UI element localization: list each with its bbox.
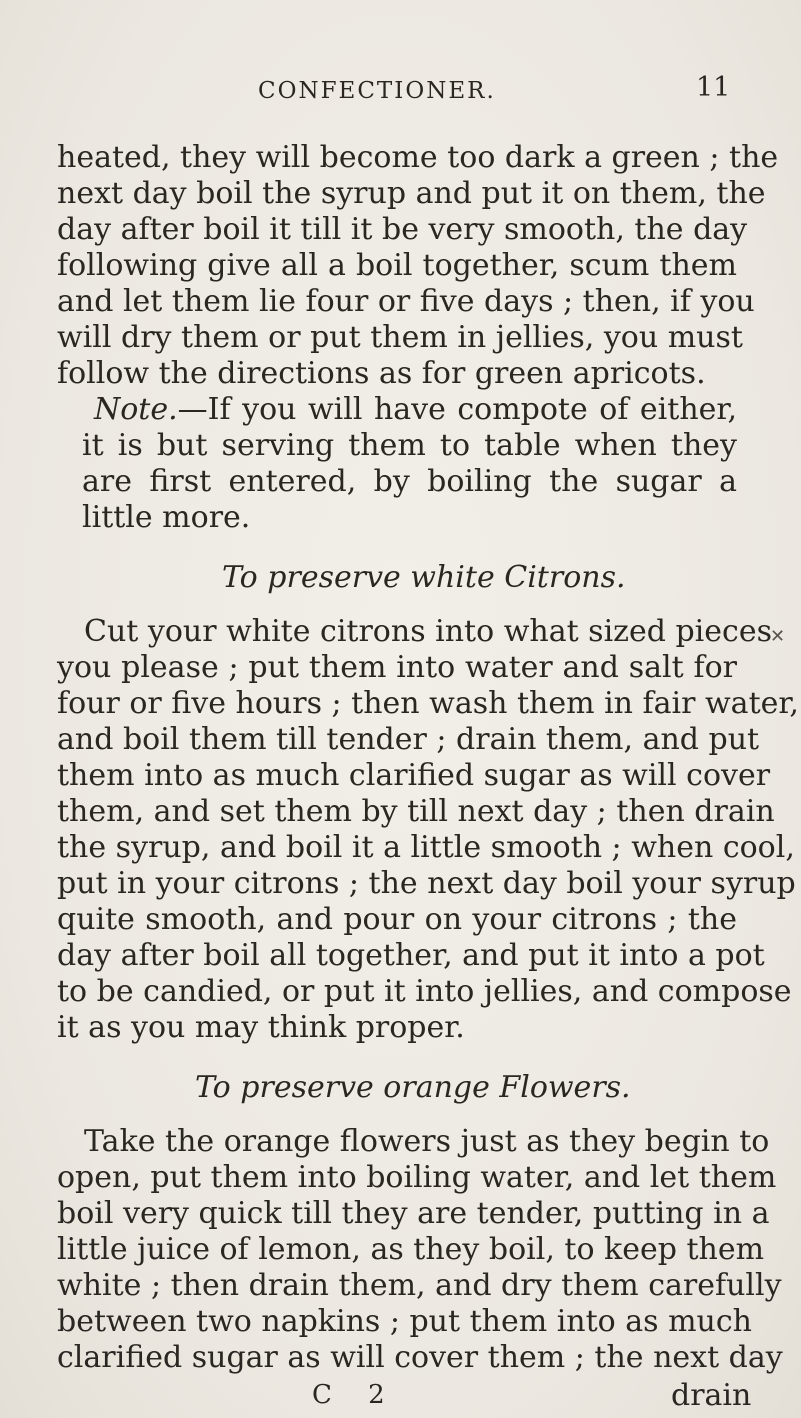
text-line: Cut your white citrons into what sized pieces (84, 614, 772, 649)
note-line: it is but serving them to table when they (82, 428, 737, 463)
note-first-line (94, 392, 737, 430)
note-label: Note. (94, 392, 178, 427)
text-line: to be candied, or put it into jellies, and compose (57, 974, 792, 1009)
text-line: day after boil all together, and put it into a pot (57, 938, 765, 973)
text-line: day after boil it till it be very smooth, the day (57, 212, 748, 247)
text-line: little juice of lemon, as they boil, to keep them (57, 1232, 765, 1267)
section-heading-citrons: To preserve white Citrons. (222, 560, 626, 595)
text-line: clarified sugar as will cover them ; the next day (57, 1340, 783, 1375)
text-line: boil very quick till they are tender, putting in a (57, 1196, 770, 1231)
text-line: and boil them till tender ; drain them, and put (57, 722, 760, 757)
margin-mark-icon: ✕ (770, 626, 786, 647)
text-line: them, and set them by till next day ; then drain (57, 794, 775, 829)
page-number: 11 (696, 72, 731, 103)
text-line: them into as much clarified sugar as will cover (57, 758, 771, 793)
text-line: it as you may think proper. (57, 1010, 465, 1045)
text-line: Take the orange flowers just as they begin to (84, 1124, 770, 1159)
text-line: four or five hours ; then wash them in fair water, (57, 686, 799, 721)
page-header (0, 72, 801, 112)
text-line: quite smooth, and pour on your citrons ; the (57, 902, 737, 937)
catchword: drain (671, 1378, 752, 1413)
text-line: following give all a boil together, scum them (57, 248, 737, 283)
running-title: CONFECTIONER. (258, 78, 496, 104)
section-heading-orange-flowers: To preserve orange Flowers. (195, 1070, 631, 1105)
text-line: put in your citrons ; the next day boil your syrup (57, 866, 796, 901)
text-line: and let them lie four or five days ; then, if you (57, 284, 755, 319)
text-line: heated, they will become too dark a green ; the (57, 140, 779, 175)
text-line: you please ; put them into water and salt for (57, 650, 737, 685)
text-line: follow the directions as for green apricots. (57, 356, 706, 391)
note-text: —If you will have compote of either, (177, 392, 737, 427)
text-line: the syrup, and boil it a little smooth ; when cool, (57, 830, 795, 865)
text-line: will dry them or put them in jellies, you must (57, 320, 743, 355)
signature-mark: C 2 (312, 1380, 399, 1410)
text-line: open, put them into boiling water, and let them (57, 1160, 777, 1195)
note-line: little more. (82, 500, 251, 535)
text-line: between two napkins ; put them into as much (57, 1304, 752, 1339)
text-line: next day boil the syrup and put it on them, the (57, 176, 766, 211)
text-line: white ; then drain them, and dry them carefully (57, 1268, 782, 1303)
note-line: are first entered, by boiling the sugar a (82, 464, 737, 499)
